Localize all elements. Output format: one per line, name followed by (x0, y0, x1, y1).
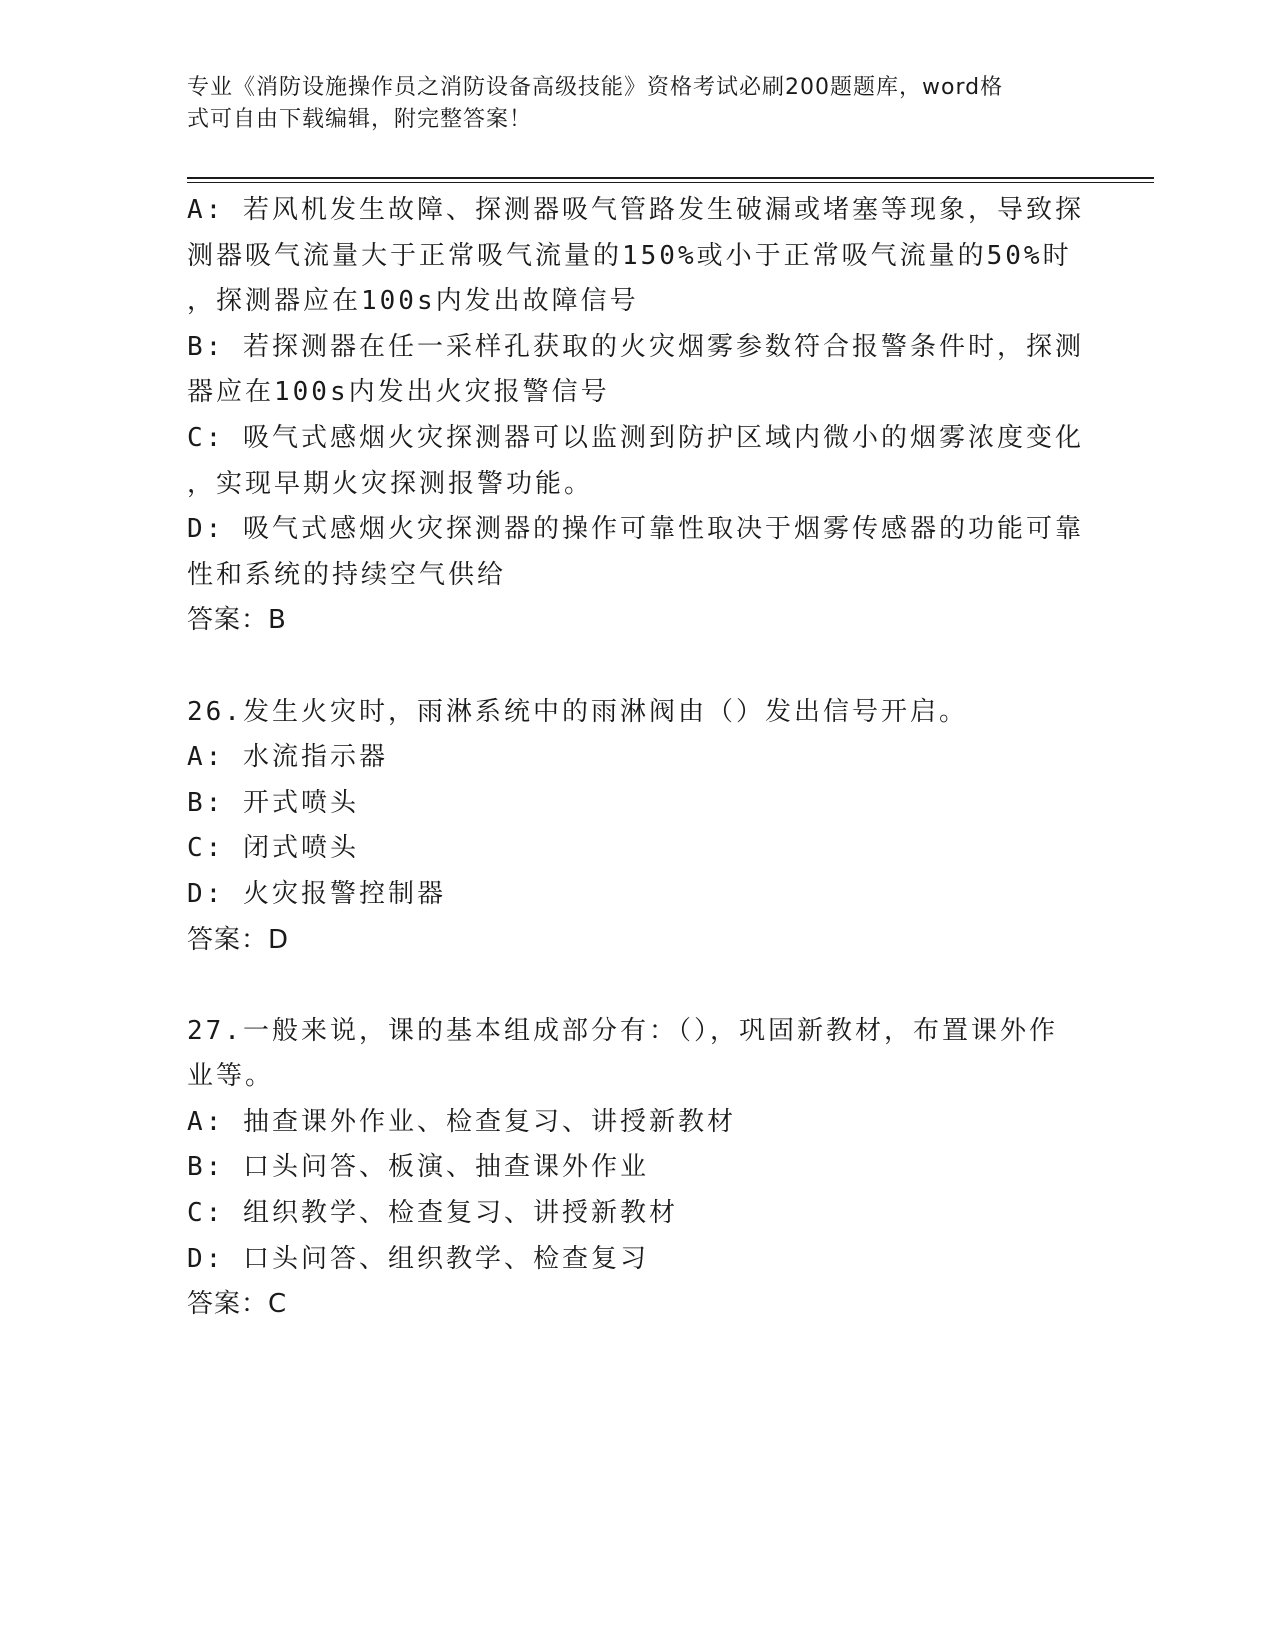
q25-option-a-line-3: ，探测器应在100s内发出故障信号 (187, 286, 639, 317)
q26-answer: 答案：D (187, 924, 290, 955)
document-header (187, 72, 1087, 136)
q25-option-a-line-1: A: 若风机发生故障、探测器吸气管路发生破漏或堵塞等现象，导致探 (187, 195, 1084, 225)
q25-option-b-line-2: 器应在100s内发出火灾报警信号 (187, 377, 610, 408)
q25-option-a (187, 188, 1087, 325)
q27-option-b: B: 口头问答、板演、抽查课外作业 (187, 1152, 649, 1183)
q25-option-b-line-1: B: 若探测器在任一采样孔获取的火灾烟雾参数符合报警条件时，探测 (187, 331, 1084, 362)
spacer (187, 963, 1087, 1009)
header-line-2: 式可自由下载编辑，附完整答案！ (187, 107, 533, 132)
q27-question-line-2: 业等。 (187, 1061, 275, 1092)
question-25 (187, 188, 1087, 644)
q25-option-b (187, 325, 1087, 416)
q25-option-a-line-2: 测器吸气流量大于正常吸气流量的150%或小于正常吸气流量的50%时 (187, 240, 1072, 271)
q27-option-d: D: 口头问答、组织教学、检查复习 (187, 1243, 649, 1274)
spacer (187, 644, 1087, 690)
q25-answer: 答案：B (187, 605, 287, 636)
q25-option-c (187, 416, 1087, 507)
header-divider-thick (187, 177, 1154, 179)
q26-option-a: A: 水流指示器 (187, 742, 388, 773)
question-27 (187, 1009, 1087, 1328)
header-divider-thin (187, 182, 1154, 183)
q25-option-d-line-2: 性和系统的持续空气供给 (187, 559, 507, 590)
question-26 (187, 690, 1087, 964)
q26-question-text: 26.发生火灾时，雨淋系统中的雨淋阀由（）发出信号开启。 (187, 696, 968, 727)
q27-question-line-1: 27.一般来说，课的基本组成部分有：（），巩固新教材，布置课外作 (187, 1015, 1058, 1046)
q25-option-d (187, 507, 1087, 598)
header-line-1: 专业《消防设施操作员之消防设备高级技能》资格考试必刷200题题库，word格 (187, 75, 1004, 100)
q27-option-a: A: 抽查课外作业、检查复习、讲授新教材 (187, 1106, 736, 1137)
q25-option-c-line-1: C: 吸气式感烟火灾探测器可以监测到防护区域内微小的烟雾浓度变化 (187, 422, 1084, 453)
q25-option-c-line-2: ，实现早期火灾探测报警功能。 (187, 468, 594, 499)
q25-option-d-line-1: D: 吸气式感烟火灾探测器的操作可靠性取决于烟雾传感器的功能可靠 (187, 514, 1084, 545)
q26-option-c: C: 闭式喷头 (187, 833, 359, 864)
q26-option-b: B: 开式喷头 (187, 787, 359, 818)
q27-answer: 答案：C (187, 1289, 288, 1320)
question-content (187, 188, 1087, 1328)
q26-option-d: D: 火灾报警控制器 (187, 878, 446, 909)
q27-option-c: C: 组织教学、检查复习、讲授新教材 (187, 1198, 678, 1229)
